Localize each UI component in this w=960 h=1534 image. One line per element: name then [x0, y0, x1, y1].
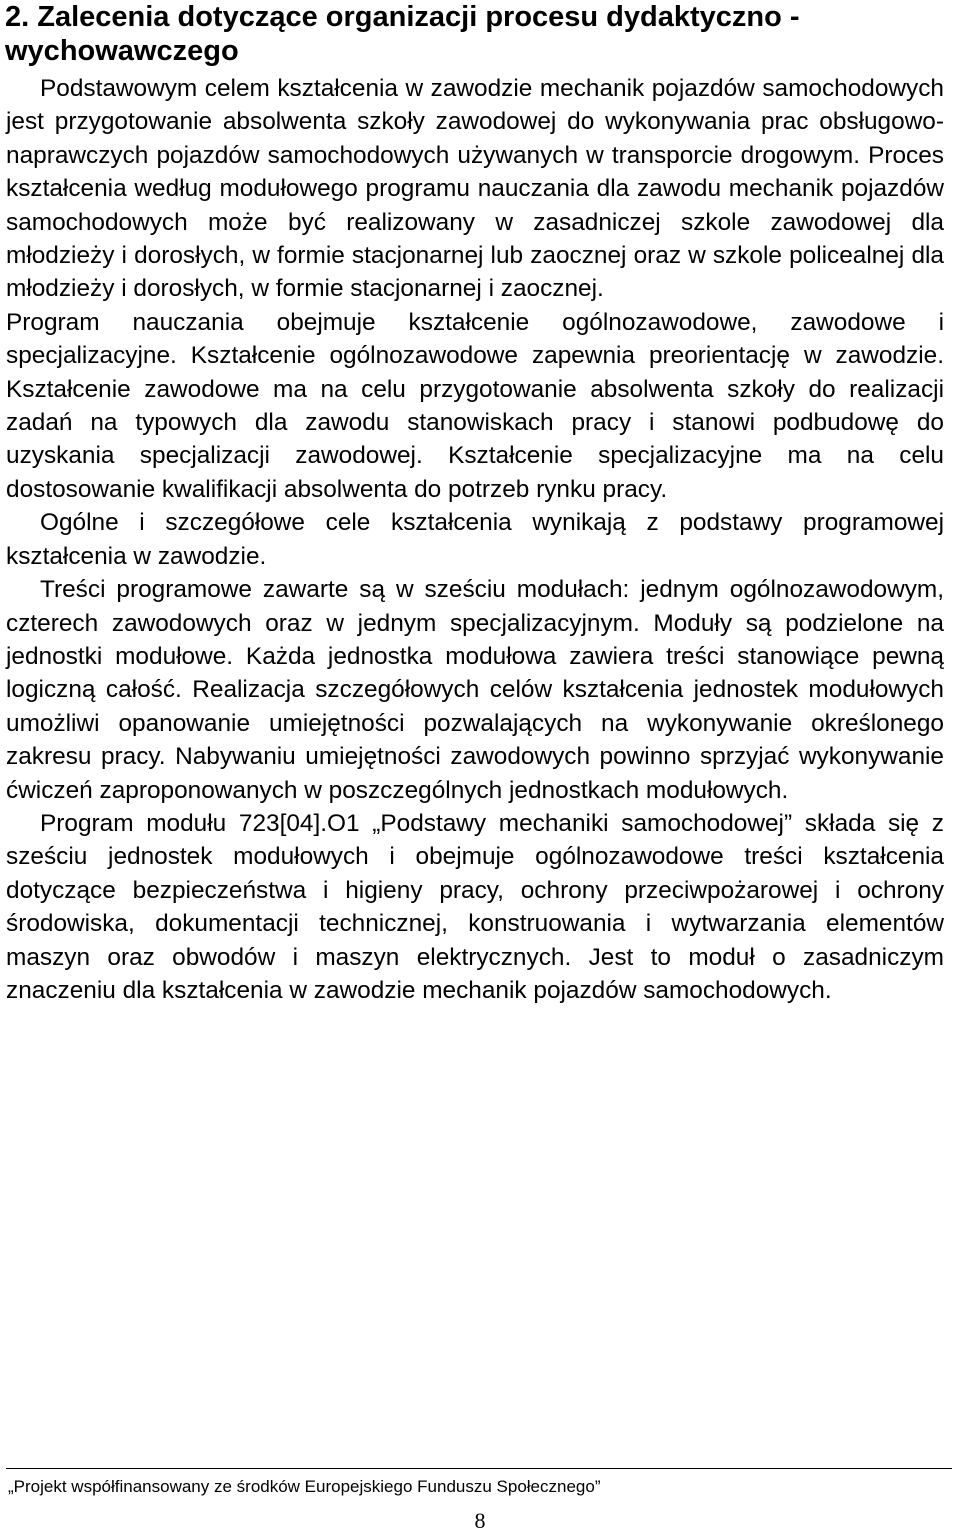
paragraph-curriculum-scope: Program nauczania obejmuje kształcenie ogólnozawodowe, zawodowe i specjalizacyjne. Kształcenie ogólnozawodowe zapewnia preorientację w zawodzie. Kształcenie zawodowe ma na celu przygotowanie absolwenta szkoły do realizacji zadań na typowych dla zawodu stanowiskach pracy i stanowi podbudowę do uzyskania specjalizacji zawodowej. Kształcenie specjalizacyjne ma na celu dostosowanie kwalifikacji absolwenta do potrzeb rynku pracy.	[6, 308, 944, 503]
paragraph-modules: Treści programowe zawarte są w sześciu modułach: jednym ogólnozawodowym, czterech zawodowych oraz w jednym specjalizacyjnym. Moduły są podzielone na jednostki modułowe. Każda jednostka modułowa zawiera treści stanowiące pewną logiczną całość. Realizacja szczegółowych celów kształcenia jednostek modułowych umożliwi opanowanie umiejętności pozwalających na wykonywanie określonego zakresu pracy. Nabywaniu umiejętności zawodowych powinno sprzyjać wykonywanie ćwiczeń zaproponowanych w poszczególnych jednostkach modułowych.	[6, 576, 944, 804]
footer-divider	[6, 1468, 952, 1469]
footer-funding-note: „Projekt współfinansowany ze środków Europejskiego Funduszu Społecznego”	[8, 1477, 601, 1496]
paragraph-objectives: Ogólne i szczegółowe cele kształcenia wynikają z podstawy programowej kształcenia w zawodzie.	[6, 509, 944, 570]
page-number: 8	[474, 1508, 486, 1533]
paragraph-module-723-04-o1: Program modułu 723[04].O1 „Podstawy mechaniki samochodowej” składa się z sześciu jednostek modułowych i obejmuje ogólnozawodowe treści kształcenia dotyczące bezpieczeństwa i higieny pracy, ochrony przeciwpożarowej i ochrony środowiska, dokumentacji technicznej, konstruowania i wytwarzania elementów maszyn oraz obwodów i maszyn elektrycznych. Jest to moduł o zasadniczym znaczeniu dla kształcenia w zawodzie mechanik pojazdów samochodowych.	[6, 809, 944, 1004]
document-body	[6, 72, 944, 1007]
section-heading: 2. Zalecenia dotyczące organizacji procesu dydaktyczno - wychowawczego	[5, 1, 800, 67]
paragraph-training-goal: Podstawowym celem kształcenia w zawodzie mechanik pojazdów samochodowych jest przygotowanie absolwenta szkoły zawodowej do wykonywania prac obsługowo-naprawczych pojazdów samochodowych używanych w transporcie drogowym. Proces kształcenia według modułowego programu nauczania dla zawodu mechanik pojazdów samochodowych może być realizowany w zasadniczej szkole zawodowej dla młodzieży i dorosłych, w formie stacjonarnej lub zaocznej oraz w szkole policealnej dla młodzieży i dorosłych, w formie stacjonarnej i zaocznej.	[6, 75, 944, 303]
